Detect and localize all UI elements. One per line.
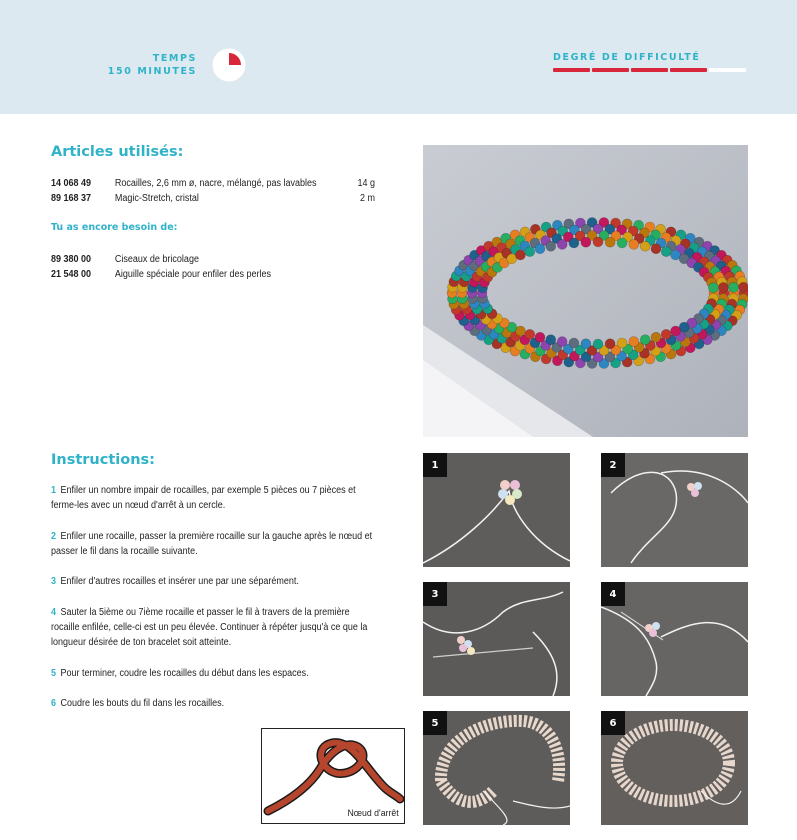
extras-heading: Tu as encore besoin de: xyxy=(51,222,178,233)
step-number: 2 xyxy=(51,531,57,542)
article-quantity: 14 g xyxy=(357,178,375,189)
step-text: Enfiler un nombre impair de rocailles, par exemple 5 pièces ou 7 pièces et ferme-les avec un nœud d'arrêt à un cercle. xyxy=(51,485,356,511)
extra-row xyxy=(51,268,343,281)
step-text: Enfiler une rocaille, passer la première rocaille sur la gauche après le nœud et passer le fil dans la rocaille suivante. xyxy=(51,531,373,557)
step-number: 4 xyxy=(51,607,57,618)
extra-row xyxy=(51,253,343,266)
step-photo-4 xyxy=(601,582,748,696)
instruction-step xyxy=(51,529,375,559)
extra-description: Aiguille spéciale pour enfiler des perles xyxy=(114,269,271,280)
bracelet-photo xyxy=(423,145,748,437)
extra-description: Ciseaux de bricolage xyxy=(114,254,199,265)
time-value: 150 MINUTES xyxy=(107,66,197,77)
knot-illustration xyxy=(261,728,405,824)
step-photo-5 xyxy=(423,711,570,825)
step-photo-3 xyxy=(423,582,570,696)
instruction-step xyxy=(51,696,375,711)
extra-number: 89 380 00 xyxy=(51,254,92,265)
step-text: Enfiler d'autres rocailles et insérer une par une séparément. xyxy=(60,576,299,587)
step-photo-1 xyxy=(423,453,570,567)
step-badge: 3 xyxy=(423,582,447,606)
step-number: 3 xyxy=(51,576,57,587)
step-number: 5 xyxy=(51,668,57,679)
knot-caption: Nœud d'arrêt xyxy=(347,808,399,819)
articles-heading: Articles utilisés: xyxy=(51,144,184,160)
difficulty-segment xyxy=(592,68,629,72)
step-text: Sauter la 5ième ou 7ième rocaille et passer le fil à travers de la première rocaille enfilée, celle-ci est un peu élevée. Continuer à répéter jusqu'à ce que la longueur désirée de ton bracelet soit atteinte. xyxy=(51,607,368,648)
step-text: Pour terminer, coudre les rocailles du début dans les espaces. xyxy=(60,668,309,679)
time-label: TEMPS xyxy=(152,53,197,64)
step-text: Coudre les bouts du fil dans les rocailles. xyxy=(60,698,225,709)
article-description: Rocailles, 2,6 mm ø, nacre, mélangé, pas lavables xyxy=(114,178,317,189)
instruction-step xyxy=(51,574,375,589)
step-photo-6 xyxy=(601,711,748,825)
step-badge: 5 xyxy=(423,711,447,735)
step-number: 6 xyxy=(51,698,57,709)
difficulty-label: DEGRÉ DE DIFFICULTÉ xyxy=(553,52,701,63)
extra-number: 21 548 00 xyxy=(51,269,92,280)
step-badge: 4 xyxy=(601,582,625,606)
instruction-step xyxy=(51,666,375,681)
instructions-heading: Instructions: xyxy=(51,452,155,468)
difficulty-segment xyxy=(553,68,590,72)
step-number: 1 xyxy=(51,485,57,496)
difficulty-segment xyxy=(670,68,707,72)
article-row xyxy=(51,177,375,190)
time-indicator xyxy=(108,52,197,78)
step-badge: 1 xyxy=(423,453,447,477)
header-band xyxy=(0,0,797,114)
article-row xyxy=(51,192,375,205)
step-badge: 6 xyxy=(601,711,625,735)
step-badge: 2 xyxy=(601,453,625,477)
article-description: Magic-Stretch, cristal xyxy=(114,193,199,204)
difficulty-segment xyxy=(631,68,668,72)
instruction-step xyxy=(51,483,375,513)
step-photo-2 xyxy=(601,453,748,567)
article-number: 89 168 37 xyxy=(51,193,92,204)
difficulty-meter xyxy=(553,68,746,72)
difficulty-segment xyxy=(709,68,746,72)
instruction-step xyxy=(51,605,375,650)
article-number: 14 068 49 xyxy=(51,178,92,189)
clock-pie-icon xyxy=(212,48,246,82)
article-quantity: 2 m xyxy=(359,193,375,204)
